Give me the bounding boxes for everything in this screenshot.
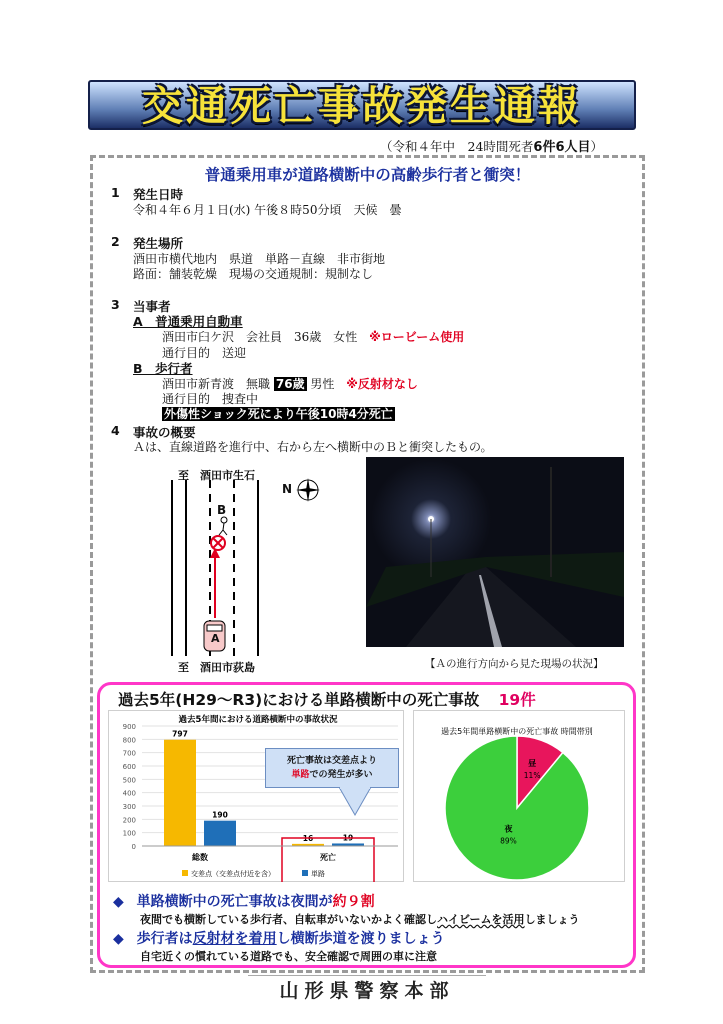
road-scene-graphic	[366, 457, 624, 647]
bar-data-label: 190	[212, 810, 228, 820]
diagram-label-a: A	[211, 632, 220, 645]
bullet1-sub	[140, 911, 580, 927]
bullet1-sub-underline: ハイビームを活用	[437, 913, 525, 926]
s2-num: 2	[111, 234, 120, 249]
headline: 普通乗用車が道路横断中の高齢歩行者と衝突！	[204, 166, 531, 184]
party-a-info: 酒田市臼ケ沢 会社員 36歳 女性	[162, 330, 358, 344]
s4-num: 4	[111, 423, 120, 438]
bar-note-line2: での発生が多い	[309, 770, 373, 780]
bar-chart-title: 過去5年間における道路横断中の事故状況	[178, 715, 338, 725]
pedestrian-icon	[219, 517, 227, 535]
bullet1-red: 約９割	[332, 894, 375, 910]
bar-note	[265, 748, 399, 788]
bar-ytick-label: 100	[122, 829, 136, 838]
death-note	[162, 405, 395, 422]
bar-ytick-label: 900	[122, 723, 136, 731]
bullet2-post: し横断歩道を渡りましょう	[276, 931, 445, 947]
bar-ytick-label: 600	[122, 763, 136, 771]
compass-icon	[295, 477, 321, 503]
subtitle-suffix: ）	[590, 139, 604, 154]
party-a-label: A 普通乗用自動車	[133, 314, 243, 329]
bar-note-red: 単路	[291, 770, 310, 780]
party-a-line2: 通行目的 送迎	[162, 346, 247, 360]
bullet2-pre: 歩行者は	[136, 931, 193, 947]
subtitle	[380, 136, 603, 155]
page-title: 交通死亡事故発生通報	[142, 82, 582, 130]
party-b-age: 76歳	[275, 377, 305, 391]
s2-line1: 酒田市横代地内 県道 単路－直線 非市街地	[133, 252, 386, 266]
pie-slice	[445, 736, 589, 880]
bullet1-text: 単路横断中の死亡事故は夜間が	[136, 894, 333, 910]
s2-line2: 路面：舗装乾燥 現場の交通規制：規制なし	[133, 267, 374, 281]
s1-num: 1	[111, 185, 120, 200]
bar	[204, 821, 236, 846]
bullet1	[113, 891, 375, 911]
bar-note-line1: 死亡事故は交差点より	[286, 756, 377, 766]
diagram-label-b: B	[217, 503, 227, 517]
bar-ytick-label: 200	[122, 816, 136, 825]
bar-legend-swatch	[182, 870, 188, 876]
stats-count: 19件	[498, 691, 536, 709]
bar-ytick-label: 0	[131, 843, 136, 851]
pie-percent-label: 89%	[500, 836, 517, 846]
bullet2-underline: 反射材を着用	[192, 931, 277, 947]
s3-title: 当事者	[133, 299, 171, 314]
subtitle-prefix: （令和４年中 24時間死者	[380, 139, 534, 154]
bar-ytick-label: 500	[122, 776, 136, 785]
bullet2-sub: 自宅近くの慣れている道路でも、安全確認で周囲の車に注意	[140, 950, 437, 963]
bar-data-label: 797	[172, 729, 188, 739]
party-b-gender: 男性	[310, 377, 335, 391]
subtitle-count: 6件6人目	[533, 140, 591, 155]
bullet1-sub-post: しましょう	[524, 913, 580, 926]
scene-photo	[366, 457, 624, 647]
pie-chart	[413, 710, 625, 882]
bar-data-label: 19	[342, 833, 354, 843]
bullet1-sub-pre: 夜間でも横断している歩行者、自転車がいないかよく確認し	[140, 913, 437, 926]
party-a-warning: ※ロービーム使用	[369, 330, 465, 344]
bullet2	[113, 928, 445, 948]
footer-org: 山形県警察本部	[248, 975, 486, 1003]
diagram-top-label: 至 酒田市生石	[178, 469, 255, 482]
party-b-info: 酒田市新青渡 無職	[162, 377, 271, 391]
pie-slice-label: 夜	[504, 824, 513, 834]
bar-category-label: 死亡	[320, 853, 336, 862]
bar-note-pointer	[335, 787, 375, 817]
photo-caption: 【Ａの進行方向から見た現場の状況】	[425, 658, 604, 670]
diagram-label-north: N	[282, 482, 293, 496]
party-b-label: B 歩行者	[133, 361, 193, 376]
s4-line: Ａは、直線道路を進行中、右から左へ横断中のＢと衝突したもの。	[133, 440, 493, 454]
bar-ytick-label: 400	[122, 789, 136, 798]
diagram-bottom-label: 至 酒田市荻島	[178, 661, 255, 674]
bar-legend-label: 交差点（交差点付近を含）	[191, 870, 275, 878]
bar-ytick-label: 800	[122, 736, 136, 745]
title-banner	[88, 80, 636, 130]
bar-data-label: 16	[302, 833, 314, 843]
bar-legend-swatch	[302, 870, 308, 876]
party-a-line1	[162, 328, 464, 345]
pie-chart-title: 過去5年間単路横断中の死亡事故 時間帯別	[441, 727, 593, 736]
s1-line: 令和４年６月１日(水) 午後８時50分頃 天候 曇	[133, 203, 402, 217]
stats-title-text: 過去5年(H29～R3)における単路横断中の死亡事故	[118, 691, 480, 709]
s3-num: 3	[111, 297, 120, 312]
bar-legend-label: 単路	[311, 870, 325, 878]
pie-slice-label: 昼	[528, 758, 537, 768]
death-text: 外傷性ショック死により午後10時4分死亡	[164, 407, 393, 421]
diamond-icon: ◆	[113, 894, 124, 910]
s4-title: 事故の概要	[133, 425, 196, 440]
party-b-warning: ※反射材なし	[346, 377, 418, 391]
diamond-icon: ◆	[113, 931, 124, 947]
bar-category-label: 総数	[192, 853, 208, 862]
bar	[164, 740, 196, 846]
party-b-line2: 通行目的 捜査中	[162, 392, 259, 406]
s2-title: 発生場所	[133, 236, 184, 251]
stats-title	[118, 688, 536, 710]
accident-diagram	[160, 478, 330, 658]
bar-ytick-label: 300	[122, 803, 136, 811]
pie-percent-label: 11%	[523, 770, 541, 780]
bar-ytick-label: 700	[122, 749, 136, 758]
s1-title: 発生日時	[133, 187, 184, 202]
